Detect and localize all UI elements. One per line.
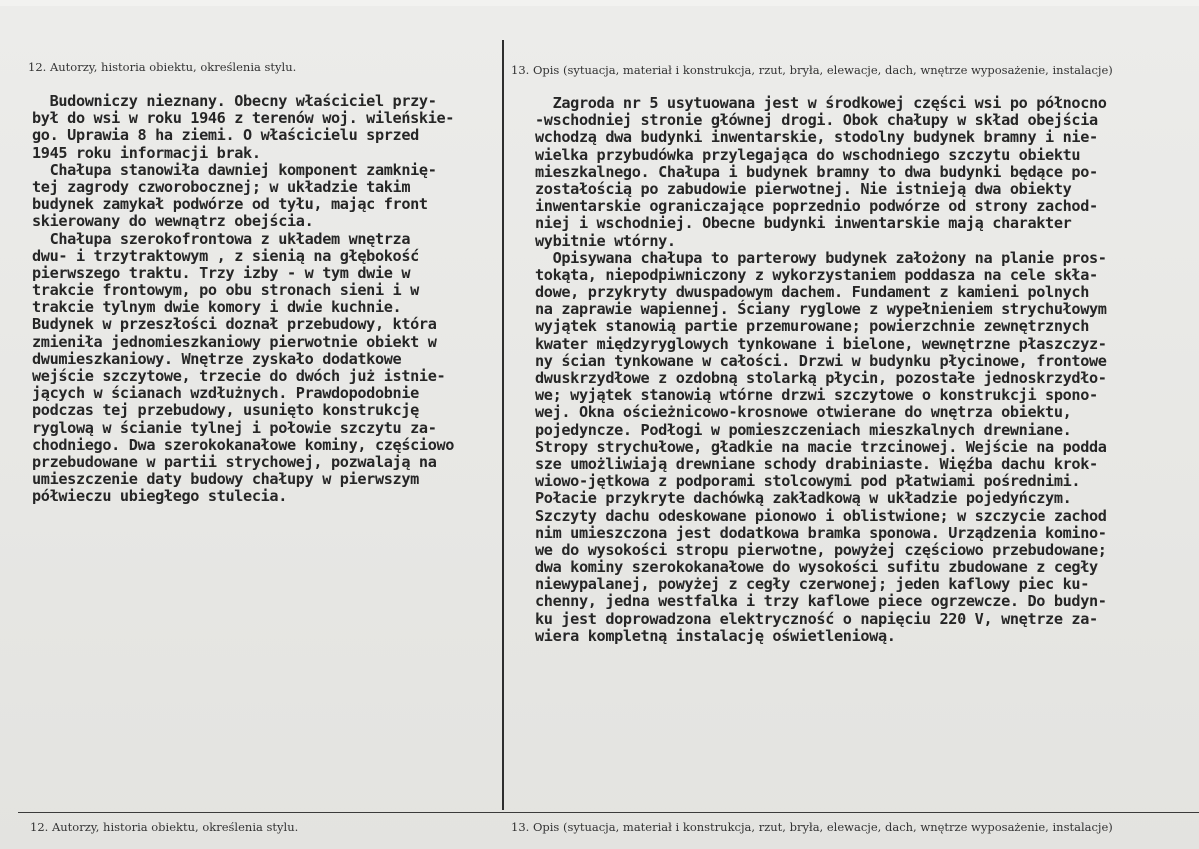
text-line: nim umieszczona jest dodatkowa bramka sponowa. Urządzenia komino- xyxy=(535,523,1107,542)
left-section-footer: 12. Autorzy, historia obiektu, określenia stylu. xyxy=(30,820,299,834)
text-line: skierowany do wewnątrz obejścia. xyxy=(32,212,314,231)
text-line: chodniego. Dwa szerokokanałowe kominy, częściowo xyxy=(32,435,455,454)
text-line: Budynek w przeszłości doznał przebudowy, która xyxy=(32,315,437,334)
text-line: Chałupa stanowiła dawniej komponent zamknię- xyxy=(32,160,437,179)
text-line: Zagroda nr 5 usytuowana jest w środkowej części wsi po północno xyxy=(535,94,1107,112)
text-line: Stropy strychułowe, gładkie na macie trzcinowej. Wejście na podda xyxy=(535,437,1107,456)
text-line: ny ścian tynkowane w całości. Drzwi w budynku płycinowe, frontowe xyxy=(535,351,1107,370)
text-line: niewypalanej, powyżej z cegły czerwonej; jeden kaflowy piec ku- xyxy=(535,575,1090,594)
text-line: 1945 roku informacji brak. xyxy=(32,143,261,162)
text-line: jących w ścianach wzdłużnych. Prawdopodobnie xyxy=(32,384,419,403)
text-line: tej zagrody czworobocznej; w układzie takim xyxy=(32,177,411,196)
text-line: trakcie tylnym dwie komory i dwie kuchnie. xyxy=(32,298,402,317)
text-line: ku jest doprowadzona elektryczność o napięciu 220 V, wnętrze za- xyxy=(535,609,1098,628)
text-line: Chałupa szerokofrontowa z układem wnętrza xyxy=(32,229,411,248)
footer-rule xyxy=(18,812,1199,813)
text-line: mieszkalnego. Chałupa i budynek bramny to dwa budynki będące po- xyxy=(535,162,1098,181)
text-line: Opisywana chałupa to parterowy budynek założony na planie pros- xyxy=(535,248,1107,267)
text-line: kwater międzyryglowych tynkowane i bielone, wewnętrzne płaszczyz- xyxy=(535,334,1107,353)
text-line: Budowniczy nieznany. Obecny właściciel przy- xyxy=(32,92,437,110)
text-line: umieszczenie daty budowy chałupy w pierwszym xyxy=(32,470,419,489)
text-line: pojedyncze. Podłogi w pomieszczeniach mieszkalnych drewniane. xyxy=(535,420,1072,439)
text-line: we do wysokości stropu pierwotne, powyżej częściowo przebudowane; xyxy=(535,540,1107,559)
right-column-text xyxy=(535,95,1199,645)
text-line: podczas tej przebudowy, usunięto konstrukcję xyxy=(32,401,419,420)
text-line: wyjątek stanowią partie przemurowane; powierzchnie zewnętrznych xyxy=(535,317,1090,336)
text-line: półwieczu ubiegłego stulecia. xyxy=(32,487,288,506)
text-line: wiowo-jętkowa z podporami stolcowymi pod płatwiami pośrednimi. xyxy=(535,472,1081,491)
text-line: inwentarskie ograniczające poprzednio podwórze od strony zachod- xyxy=(535,197,1098,216)
text-line: dwumieszkaniowy. Wnętrze zyskało dodatkowe xyxy=(32,349,402,368)
text-line: wchodzą dwa budynki inwentarskie, stodolny budynek bramny i nie- xyxy=(535,128,1098,147)
text-line: ryglową w ścianie tylnej i połowie szczytu za- xyxy=(32,418,437,437)
text-line: budynek zamykał podwórze od tyłu, mając front xyxy=(32,195,428,214)
text-line: był do wsi w roku 1946 z terenów woj. wileńskie- xyxy=(32,109,455,128)
text-line: dowe, przykryty dwuspadowym dachem. Fundament z kamieni polnych xyxy=(535,283,1090,302)
paper-edge xyxy=(0,0,1199,6)
left-section-header: 12. Autorzy, historia obiektu, określenia stylu. xyxy=(28,60,297,74)
text-line: trakcie frontowym, po obu stronach sieni i w xyxy=(32,281,419,300)
text-line: -wschodniej stronie głównej drogi. Obok chałupy w skład obejścia xyxy=(535,111,1098,130)
text-line: wiera kompletną instalację oświetleniową. xyxy=(535,626,896,645)
text-line: dwuskrzydłowe z ozdobną stolarką płycin, pozostałe jednoskrzydło- xyxy=(535,369,1107,387)
right-section-footer: 13. Opis (sytuacja, materiał i konstrukcja, rzut, bryła, elewacje, dach, wnętrze wyposażenie, instalacje) xyxy=(511,820,1113,834)
text-line: zmieniła jednomieszkaniowy pierwotnie obiekt w xyxy=(32,332,437,351)
text-line: zostałością po zabudowie pierwotnej. Nie istnieją dwa obiekty xyxy=(535,179,1072,198)
text-line: wybitnie wtórny. xyxy=(535,231,676,250)
text-line: chenny, jedna westfalka i trzy kaflowe piece ogrzewcze. Do budyn- xyxy=(535,592,1107,611)
text-line: pierwszego traktu. Trzy izby - w tym dwie w xyxy=(32,263,411,282)
text-line: Połacie przykryte dachówką zakładkową w układzie pojedyńczym. xyxy=(535,489,1072,508)
text-line: dwa kominy szerokokanałowe do wysokości sufitu zbudowane z cegły xyxy=(535,558,1098,577)
text-line: Szczyty dachu odeskowane pionowo i oblistwione; w szczycie zachod xyxy=(535,506,1107,525)
left-column-text xyxy=(32,93,502,506)
text-line: go. Uprawia 8 ha ziemi. O właścicielu sprzed xyxy=(32,126,419,145)
text-line: sze umożliwiają drewniane schody drabiniaste. Więźba dachu krok- xyxy=(535,454,1098,473)
text-line: dwu- i trzytraktowym , z sienią na głębokość xyxy=(32,246,419,265)
text-line: wejście szczytowe, trzecie do dwóch już istnie- xyxy=(32,367,446,385)
right-section-header: 13. Opis (sytuacja, materiał i konstrukcja, rzut, bryła, elewacje, dach, wnętrze wyposażenie, instalacje) xyxy=(511,63,1113,77)
text-line: przebudowane w partii strychowej, pozwalają na xyxy=(32,452,437,471)
text-line: wielka przybudówka przylegająca do wschodniego szczytu obiektu xyxy=(535,145,1081,164)
text-line: na zaprawie wapiennej. Ściany ryglowe z wypełnieniem strychułowym xyxy=(535,300,1107,319)
text-line: we; wyjątek stanowią wtórne drzwi szczytowe o konstrukcji spono- xyxy=(535,386,1098,405)
text-line: tokąta, niepodpiwniczony z wykorzystaniem poddasza na cele skła- xyxy=(535,265,1098,284)
column-divider xyxy=(502,40,504,810)
text-line: niej i wschodniej. Obecne budynki inwentarskie mają charakter xyxy=(535,214,1072,233)
text-line: wej. Okna ościeżnicowo-krosnowe otwierane do wnętrza obiektu, xyxy=(535,403,1072,422)
